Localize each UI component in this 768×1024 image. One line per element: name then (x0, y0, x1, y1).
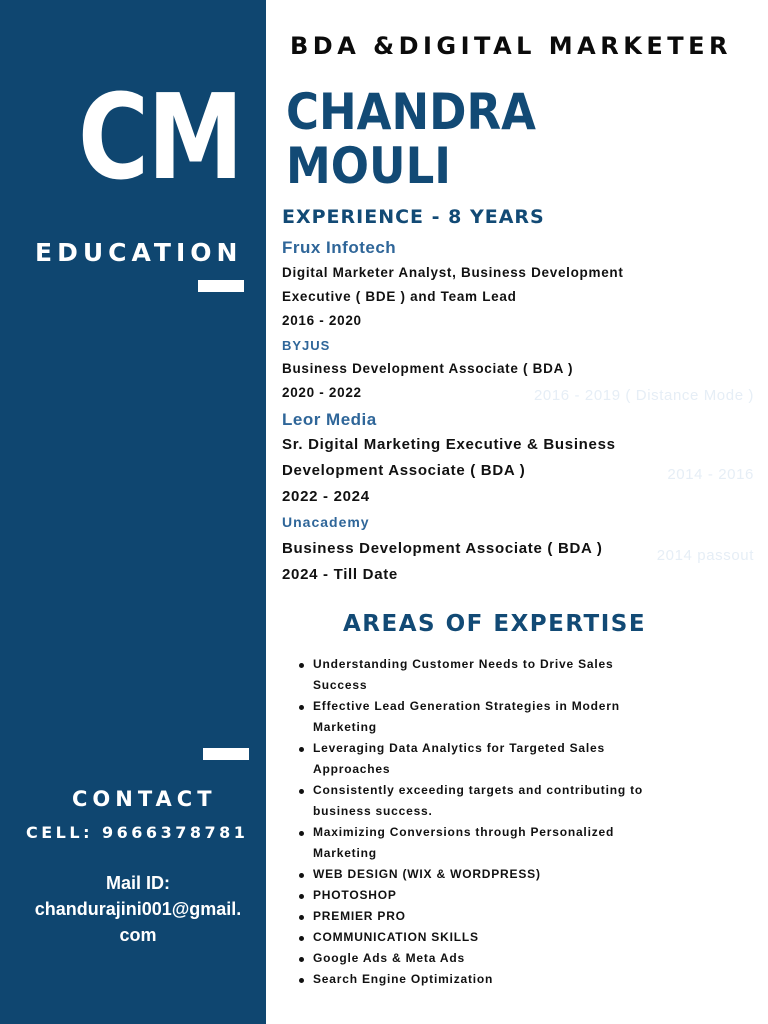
skill-text: Leveraging Data Analytics for Targeted Sales Approaches (313, 741, 605, 776)
job-years: 2024 - Till Date (282, 566, 398, 583)
skill-item (296, 780, 656, 822)
skill-item (296, 738, 656, 780)
skill-item (296, 969, 656, 990)
bullet-icon (299, 789, 304, 794)
bullet-icon (299, 957, 304, 962)
bullet-icon (299, 978, 304, 983)
hobby-item: Story Writings (597, 708, 748, 733)
bullet-icon (299, 663, 304, 668)
bullet-icon (299, 705, 304, 710)
first-name: CHANDRA (286, 83, 537, 141)
education-years: 2016 - 2019 ( Distance Mode ) (533, 387, 754, 404)
hobbies-divider (203, 748, 249, 760)
job-role: Sr. Digital Marketing Executive & Business (282, 436, 616, 453)
company-name: Leor Media (282, 410, 377, 429)
company-name: Unacademy (282, 514, 370, 530)
bullet-icon (299, 747, 304, 752)
education-school: North East Frontier (605, 333, 754, 350)
skills-list (296, 654, 656, 990)
job-role: Development Associate ( BDA ) (282, 462, 526, 479)
job-role: Business Development Associate ( BDA ) (282, 361, 574, 376)
education-school: Jindal bharathi vidya mandir (533, 519, 754, 536)
job-years: 2020 - 2022 (282, 385, 362, 400)
education-years: 2014 - 2016 (667, 466, 754, 483)
skill-text: Understanding Customer Needs to Drive Sales Success (313, 657, 614, 692)
experience-heading: EXPERIENCE - 8 YEARS (282, 206, 545, 228)
hobby-item: Reading Novelss (566, 635, 748, 660)
skill-text: PHOTOSHOP (313, 888, 397, 902)
company-name: BYJUS (282, 338, 331, 353)
education-school: Bvk jr college (648, 438, 754, 455)
education-divider (198, 280, 244, 292)
skill-text: Search Engine Optimization (313, 972, 494, 986)
company-name: Frux Infotech (282, 238, 397, 257)
education-heading: EDUCATION (35, 238, 243, 267)
job-years: 2022 - 2024 (282, 488, 370, 505)
skill-item (296, 696, 656, 738)
skill-item (296, 864, 656, 885)
bullet-icon (299, 936, 304, 941)
contact-cell: CELL: 9666378781 (26, 823, 249, 842)
skill-text: Google Ads & Meta Ads (313, 951, 465, 965)
mail-address: chandurajini001@gmail. (34, 899, 242, 919)
skill-text: COMMUNICATION SKILLS (313, 930, 479, 944)
job-title: BDA &DIGITAL MARKETER (290, 32, 732, 60)
job-years: 2016 - 2020 (282, 313, 362, 328)
skill-item (296, 948, 656, 969)
mail-label: Mail ID: (105, 873, 170, 893)
skill-item (296, 885, 656, 906)
contact-heading: CONTACT (72, 787, 217, 811)
skill-text: Consistently exceeding targets and contributing to business success. (313, 783, 644, 818)
hobbies-heading: Hobbies (632, 601, 722, 624)
skill-item (296, 654, 656, 696)
areas-heading: AREAS OF EXPERTISE (343, 611, 647, 637)
skill-item (296, 822, 656, 864)
education-years: 2014 passout (656, 547, 754, 564)
monogram: CM (78, 68, 243, 206)
bullet-icon (299, 873, 304, 878)
job-role: Business Development Associate ( BDA ) (282, 540, 603, 557)
job-role: Digital Marketer Analyst, Business Development (282, 265, 624, 280)
education-degree: BCOM (705, 306, 754, 323)
skill-text: Effective Lead Generation Strategies in Modern Marketing (313, 699, 620, 734)
skill-text: PREMIER PRO (313, 909, 406, 923)
bullet-icon (299, 894, 304, 899)
skill-item (296, 927, 656, 948)
skill-item (296, 906, 656, 927)
bullet-icon (299, 831, 304, 836)
bullet-icon (299, 915, 304, 920)
mail-address-cont: com (119, 925, 157, 945)
skill-text: WEB DESIGN (WIX & WORDPRESS) (313, 867, 541, 881)
hobby-item: movies (672, 673, 748, 698)
job-role: Executive ( BDE ) and Team Lead (282, 289, 517, 304)
education-school: Technical University (597, 360, 754, 377)
last-name: MOULI (286, 137, 451, 195)
skill-text: Maximizing Conversions through Personalized Marketing (313, 825, 615, 860)
